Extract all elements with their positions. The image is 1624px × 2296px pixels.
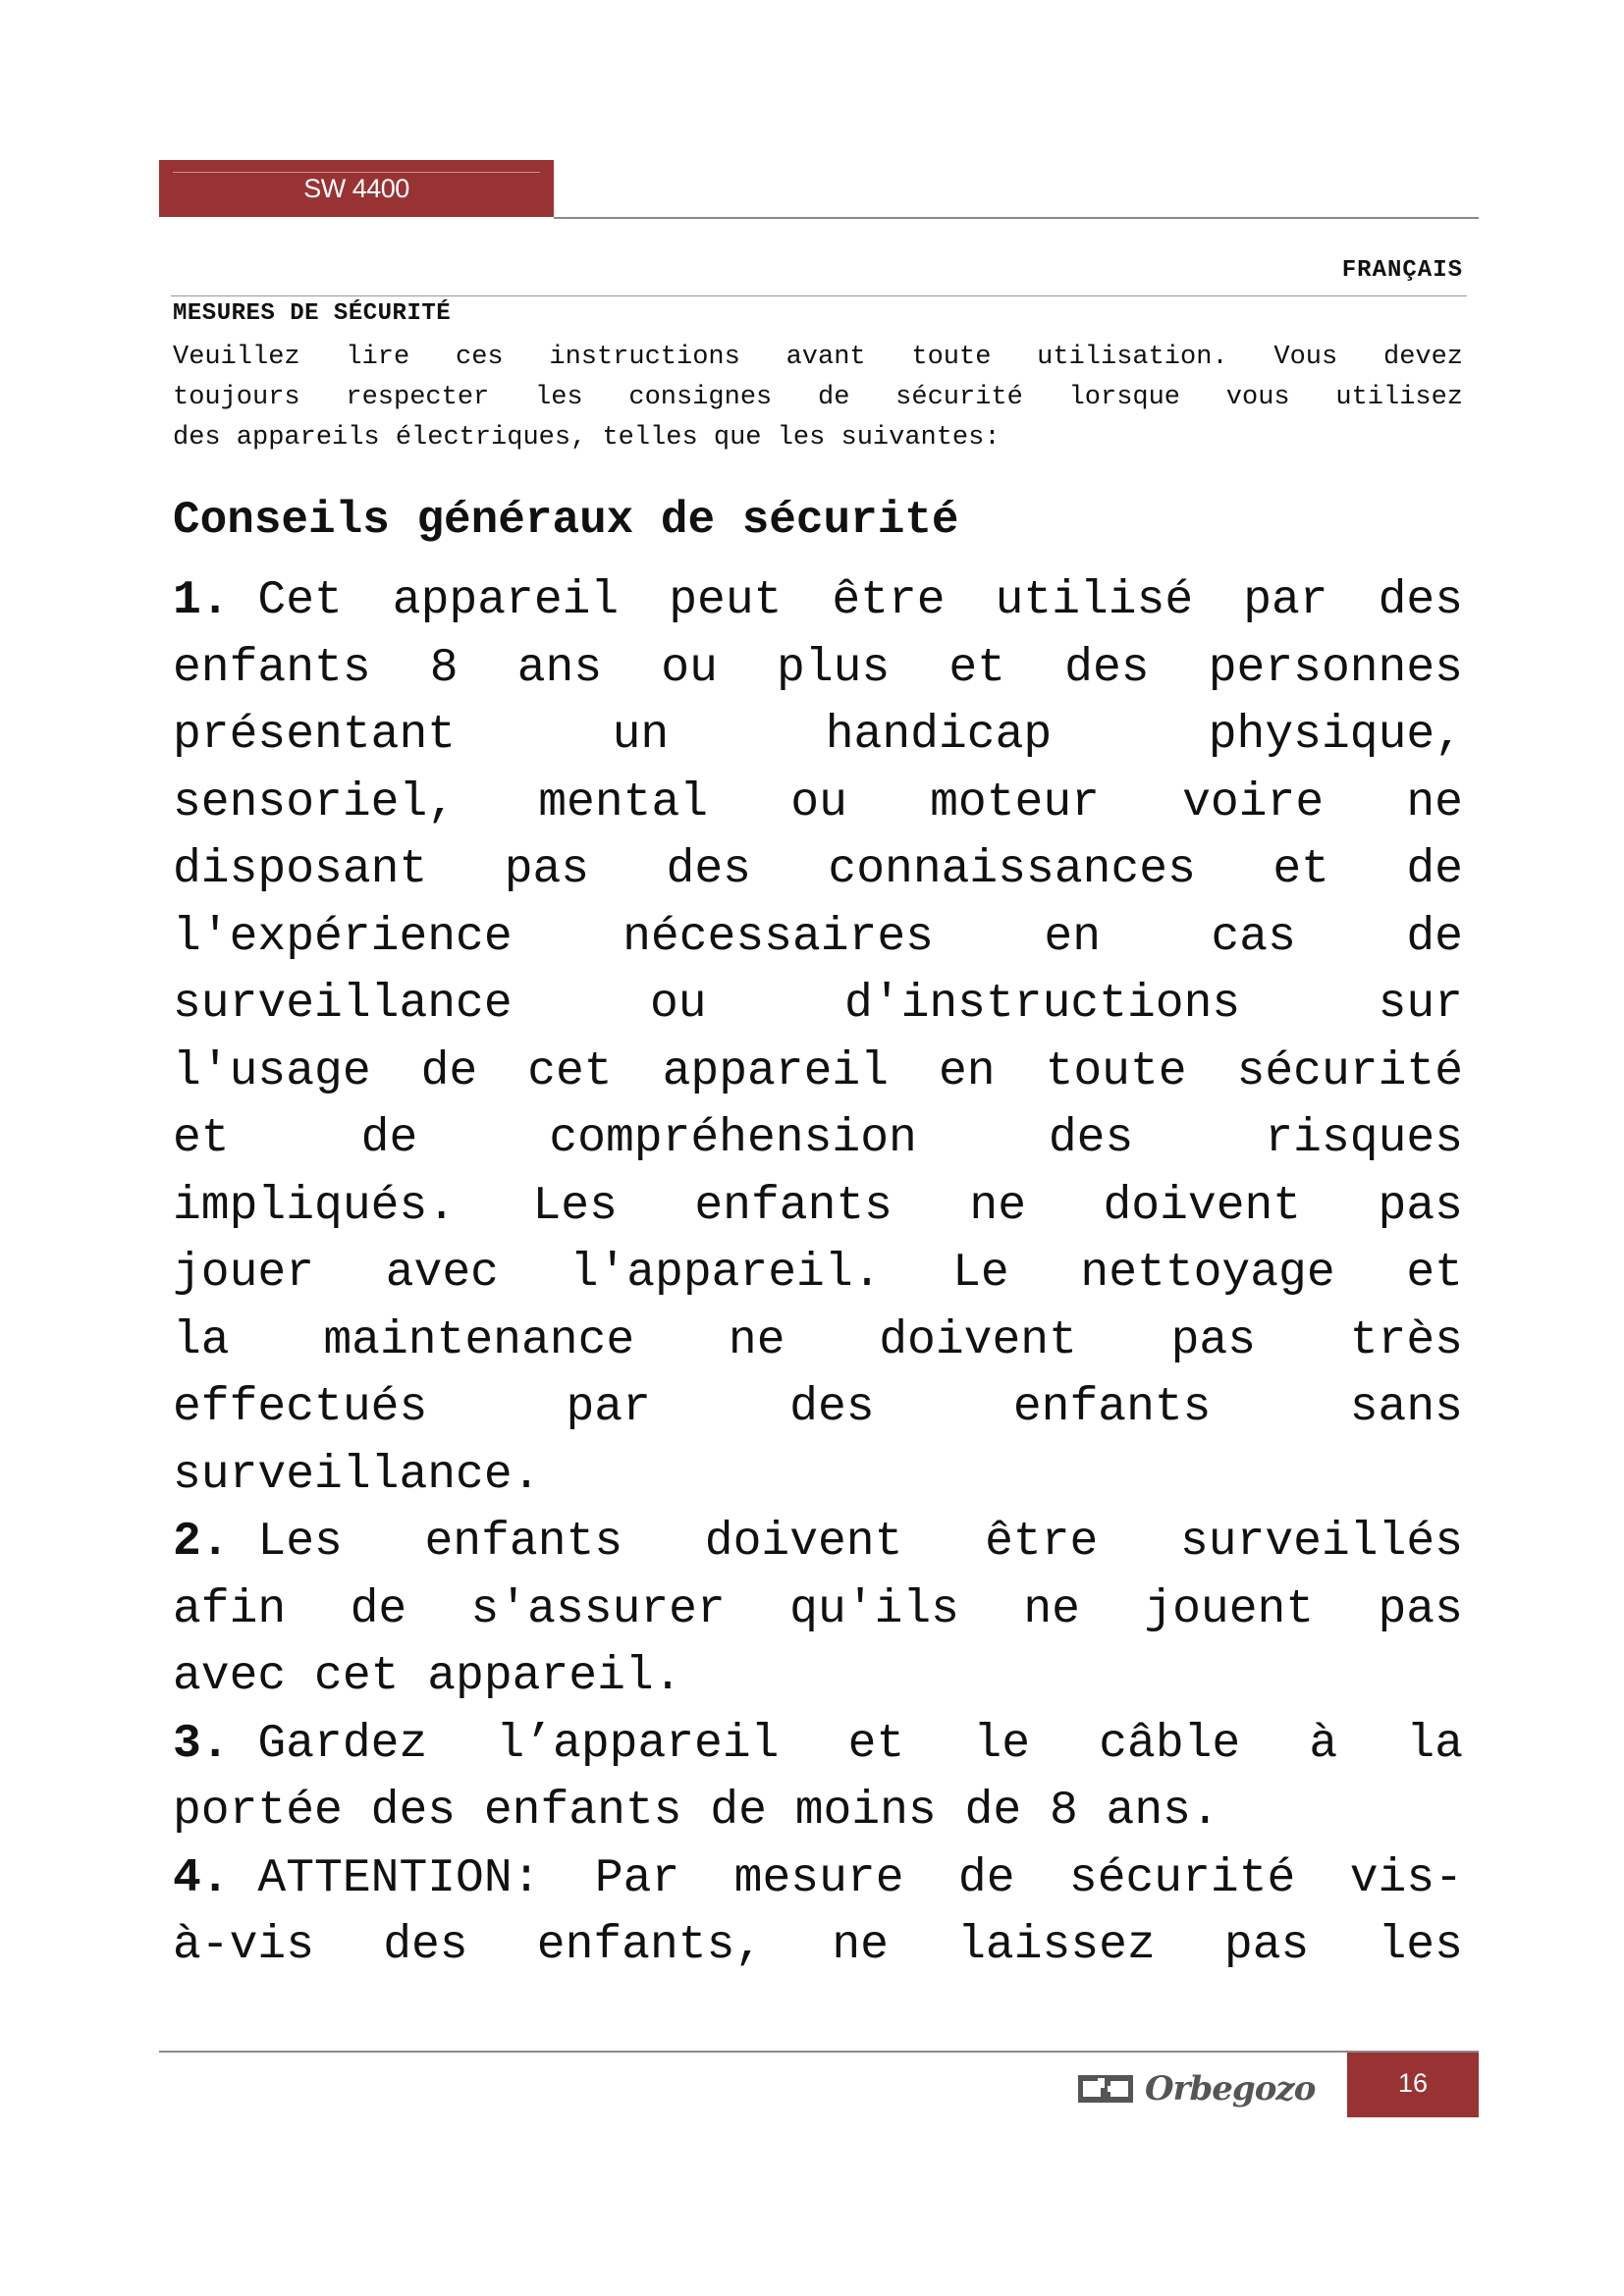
body-word: des [1064,641,1150,695]
item-number: 1. [173,574,230,627]
body-word: le [973,1717,1031,1771]
body-line [173,567,1463,635]
body-word: ne [832,1919,889,1972]
body-word: ou [650,978,707,1031]
page-heading: Conseils généraux de sécurité [173,495,959,546]
body-word: appareil [392,574,620,627]
body-line [173,1778,1463,1845]
body-word: cas [1211,910,1296,964]
body-word: des [666,843,751,896]
model-label: SW 4400 [303,174,409,203]
body-word: jouent [1144,1582,1315,1636]
header-rule [554,217,1479,219]
body-word: nettoyage [1080,1247,1335,1300]
body-word: pas [504,843,590,896]
page-number: 16 [1397,2068,1429,2098]
body-line-text: ATTENTION: [229,1851,541,1905]
body-word: ne [969,1179,1027,1233]
body-word: maintenance [323,1313,635,1367]
item-number: 3. [173,1717,230,1771]
body-line-text: impliqués. [173,1179,457,1233]
body-word: appareil [662,1044,890,1098]
footer-rule [159,2051,1479,2053]
numbered-lead [173,1845,540,1913]
body-word: des [1378,574,1463,627]
body-word: surveillés [1179,1516,1463,1569]
page-number-box [1347,2053,1479,2117]
body-word: plus [777,641,891,695]
item-number: 2. [173,1516,230,1569]
body-word: Par [594,1851,680,1905]
item-number: 4. [173,1851,230,1905]
body-line-text: et [173,1112,230,1165]
intro-line: toujours respecter les consignes de sécurité lorsque vous utilisez [173,383,1463,412]
numbered-lead [173,1509,343,1576]
body-word: laissez [957,1919,1156,1972]
body-word: mesure [733,1851,904,1905]
body-word: et [1406,1247,1463,1300]
body-word: des [789,1381,875,1434]
body-word: mental [538,775,709,829]
body-line-text: l'usage [173,1044,371,1098]
body-word: et [948,641,1006,695]
body-line-text: jouer [173,1247,315,1300]
body-word: ne [1023,1582,1080,1636]
body-word: et [1272,843,1329,896]
body-line [173,1912,1463,1980]
body-line-text: enfants [173,641,371,695]
body-word: être [985,1516,1099,1569]
body-word: pas [1378,1582,1463,1636]
body-word: ou [661,641,718,695]
brand-mark-icon [1078,2074,1133,2104]
body-word: un [612,709,670,762]
body-line [173,1173,1463,1241]
body-word: nécessaires [623,910,934,964]
body-word: par [566,1381,651,1434]
body-line-text: surveillance. [173,1448,541,1502]
body-line-text: portée des enfants de moins de 8 ans. [173,1785,1219,1838]
body-line [173,1643,1463,1711]
body-word: en [1044,910,1102,964]
body-word: Le [952,1247,1009,1300]
body-line [173,635,1463,703]
body-line [173,1509,1463,1576]
body-line-text: effectués [173,1381,428,1434]
body-word: 8 [429,641,459,695]
numbered-lead [173,1711,427,1779]
body-word: les [1378,1919,1463,1972]
body-line-text: Les [229,1516,343,1569]
body-word: toute [1045,1044,1187,1098]
body-line [173,1711,1463,1779]
language-label: FRANÇAIS [1341,257,1463,284]
body-word: compréhension [549,1112,917,1165]
body-word: risques [1265,1112,1463,1165]
body-word: sécurité [1236,1044,1463,1098]
body-line [173,1845,1463,1913]
body-word: enfants [424,1516,623,1569]
body-word: en [938,1044,996,1098]
body-line-text: avec cet appareil. [173,1650,682,1703]
body-word: doivent [704,1516,903,1569]
body-word: Les [532,1179,618,1233]
body-word: de [1406,843,1463,896]
body-word: moteur [930,775,1100,829]
body-word: de [360,1112,418,1165]
body-word: cet [527,1044,613,1098]
body-word: doivent [879,1313,1077,1367]
body-line [173,1039,1463,1106]
body-word: être [832,574,946,627]
body-word: enfants [1012,1381,1212,1434]
body-word: personnes [1208,641,1463,695]
body-line-text: présentant [173,709,457,762]
body-line [173,1374,1463,1442]
body-word: pas [1223,1919,1310,1972]
body-word: avec [385,1247,499,1300]
body-word: peut [669,574,783,627]
body-word: ou [790,775,847,829]
model-tab [159,160,554,217]
body-line-text: Cet [229,574,343,627]
body-line [173,904,1463,972]
body-word: par [1243,574,1328,627]
body-word: sans [1349,1381,1463,1434]
body-line [173,836,1463,904]
tab-highlight-line [173,172,540,173]
section-title: MESURES DE SÉCURITÉ [173,300,452,327]
body-line-text: disposant [173,843,428,896]
body-line-text: la [173,1313,230,1367]
body-word: ne [1406,775,1463,829]
body-word: pas [1378,1179,1463,1233]
body-word: d'instructions [843,978,1241,1031]
body-line [173,1308,1463,1375]
body-word: l’appareil [496,1717,780,1771]
body-line-text: afin [173,1582,287,1636]
body-word: sur [1378,978,1463,1031]
body-line-text: l'expérience [173,910,513,964]
body-word: de [957,1851,1015,1905]
body-word: connaissances [828,843,1196,896]
body-line-text: à-vis [173,1919,315,1972]
safety-instructions [173,567,1463,1980]
body-word: la [1406,1717,1463,1771]
intro-line: des appareils électriques, telles que les suivantes: [173,423,1001,453]
body-word: l'appareil. [569,1247,882,1300]
numbered-lead [173,567,343,635]
body-line [173,770,1463,837]
language-rule [171,295,1467,296]
body-line [173,1576,1463,1644]
body-word: handicap [825,709,1053,762]
intro-paragraph [173,338,1463,458]
body-word: des [1048,1112,1134,1165]
body-line [173,1240,1463,1308]
body-word: câble [1099,1717,1241,1771]
brand-logo [1078,2067,1315,2110]
body-word: et [847,1717,905,1771]
body-word: s'assurer [470,1582,726,1636]
body-word: de [420,1044,478,1098]
body-word: enfants [694,1179,893,1233]
body-word: très [1349,1313,1463,1367]
body-word: enfants, [536,1919,764,1972]
body-word: voire [1182,775,1325,829]
body-word: de [1406,910,1463,964]
body-word: qu'ils [789,1582,959,1636]
body-word: à [1309,1717,1338,1771]
body-word: sécurité [1068,1851,1296,1905]
body-line-text: Gardez [229,1717,428,1771]
body-word: physique, [1208,709,1463,762]
intro-line: Veuillez lire ces instructions avant toute utilisation. Vous devez [173,343,1463,372]
body-word: utilisé [995,574,1194,627]
body-line [173,1105,1463,1173]
brand-name: Orbegozo [1145,2069,1316,2109]
body-word: des [383,1919,468,1972]
body-word: vis- [1349,1851,1463,1905]
body-word: ne [728,1313,785,1367]
body-word: ans [516,641,603,695]
body-word: pas [1170,1313,1257,1367]
body-word: doivent [1103,1179,1302,1233]
body-line [173,971,1463,1039]
body-line [173,702,1463,770]
body-line-text: sensoriel, [173,775,457,829]
body-word: de [350,1582,407,1636]
body-line-text: surveillance [173,978,513,1031]
body-line [173,1442,1463,1510]
